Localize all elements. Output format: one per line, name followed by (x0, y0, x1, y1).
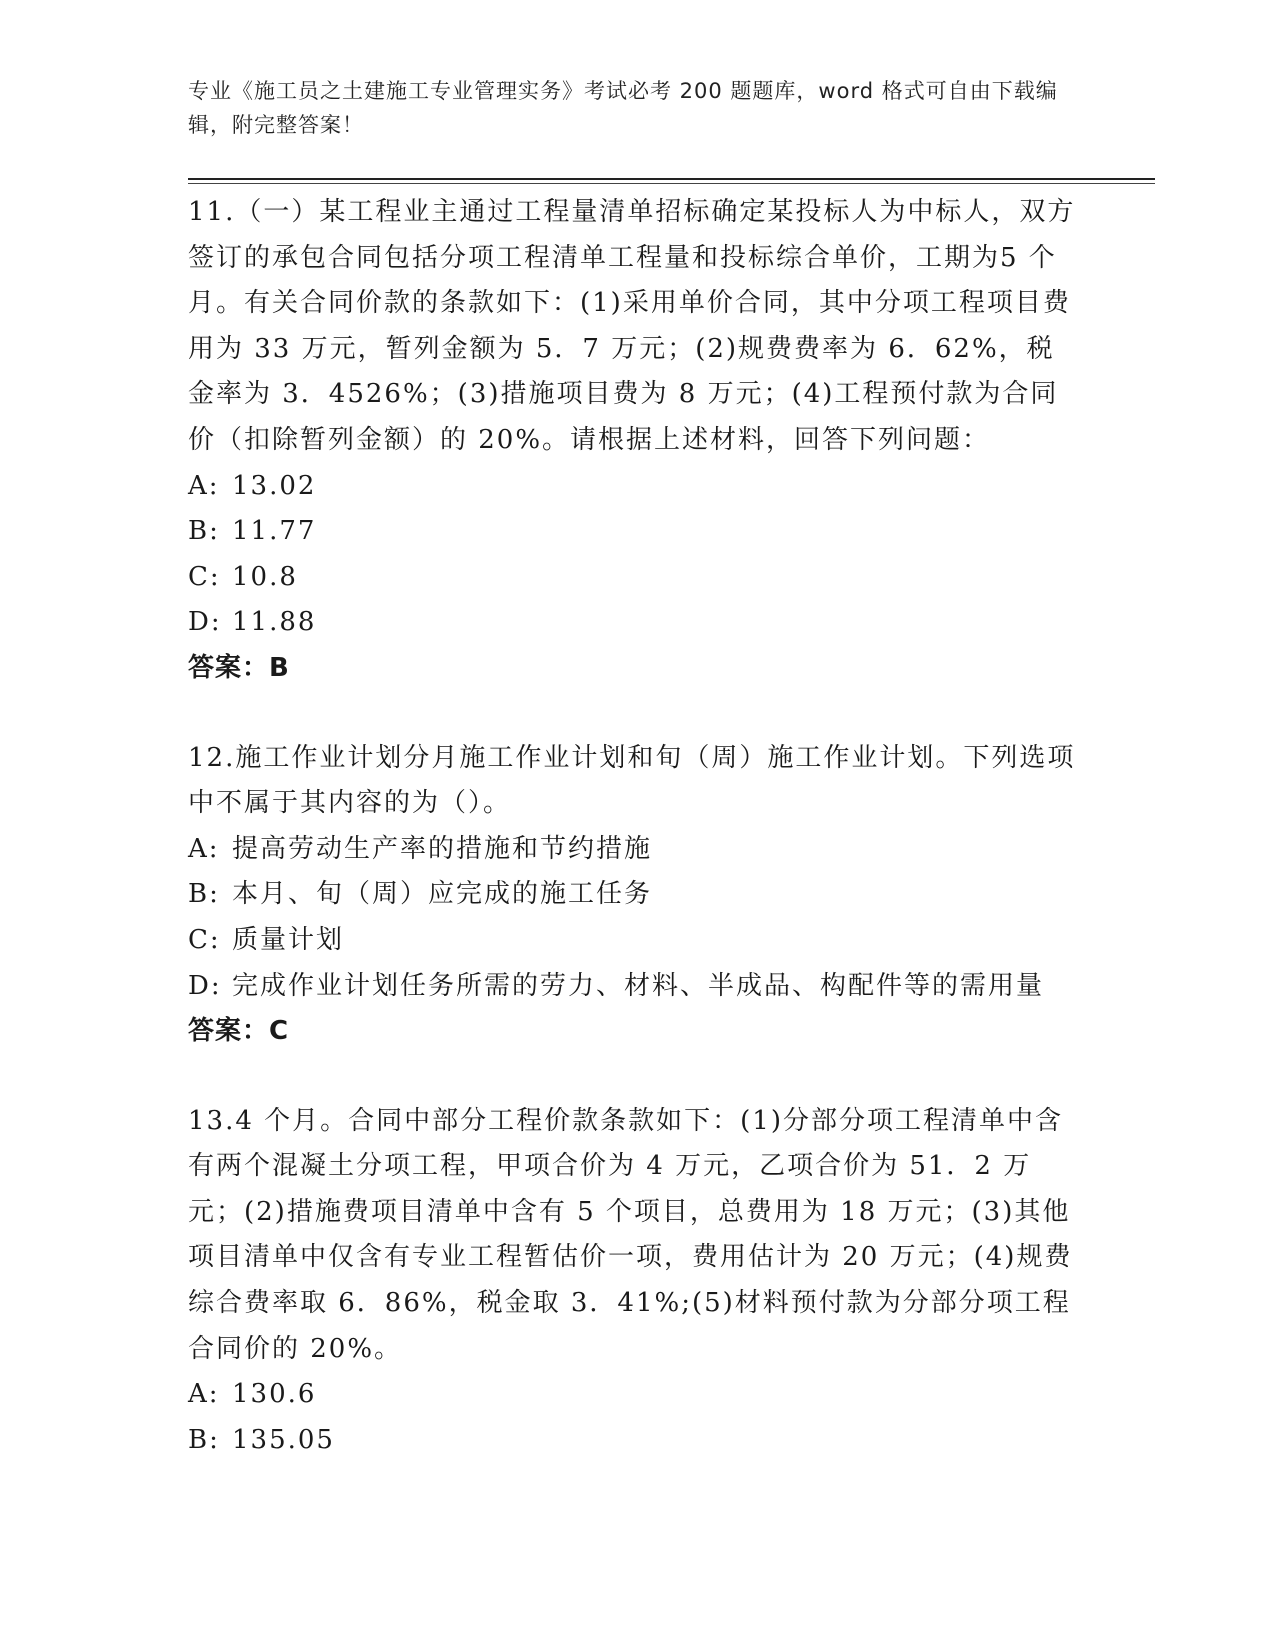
question-11 (188, 190, 1078, 692)
question-text: 12.施工作业计划分月施工作业计划和旬（周）施工作业计划。下列选项中不属于其内容的为（）。 (188, 742, 1076, 819)
option-b (188, 1418, 1078, 1464)
option-key: A: (188, 1379, 220, 1410)
header-divider-thin (188, 183, 1155, 184)
option-key: B: (188, 1424, 220, 1455)
option-d (188, 600, 1078, 646)
option-text: 提高劳动生产率的措施和节约措施 (232, 833, 653, 864)
question-13 (188, 1099, 1078, 1464)
option-text: 本月、旬（周）应完成的施工任务 (232, 879, 653, 910)
option-text: 135.05 (232, 1424, 335, 1455)
option-text: 完成作业计划任务所需的劳力、材料、半成品、构配件等的需用量 (232, 970, 1045, 1001)
document-header: 专业《施工员之土建施工专业管理实务》考试必考 200 题题库，word 格式可自由下载编辑，附完整答案！ (188, 79, 1058, 137)
header-divider-thick (188, 178, 1155, 180)
option-key: C: (188, 561, 221, 592)
option-key: A: (188, 833, 220, 864)
question-12 (188, 736, 1078, 1055)
question-list (188, 190, 1078, 1507)
option-text: 130.6 (232, 1379, 317, 1410)
option-text: 质量计划 (232, 924, 345, 955)
option-b (188, 872, 1078, 918)
option-text: 11.88 (232, 607, 317, 638)
option-d (188, 964, 1078, 1010)
answer-line: 答案：C (188, 1016, 290, 1047)
option-text: 10.8 (232, 561, 298, 592)
option-key: B: (188, 516, 220, 547)
option-c (188, 918, 1078, 964)
option-a (188, 827, 1078, 873)
option-a (188, 464, 1078, 510)
option-key: D: (188, 607, 222, 638)
option-text: 11.77 (232, 516, 317, 547)
option-key: A: (188, 470, 220, 501)
option-b (188, 509, 1078, 555)
answer-line: 答案：B (188, 652, 290, 683)
question-text: 11.（一）某工程业主通过工程量清单招标确定某投标人为中标人，双方签订的承包合同包括分项工程清单工程量和投标综合单价，工期为5 个月。有关合同价款的条款如下：(1)采用单价合同，其中分项工程项目费用为 33 万元，暂列金额为 5．7 万元；(2)规费费率为 6．62%，税金率为 3．4526%；(3)措施项目费为 8 万元；(4)工程预付款为合同价（扣除暂列金额）的 20%。请根据上述材料，回答下列问题： (188, 197, 1076, 455)
question-text: 13.4 个月。合同中部分工程价款条款如下：(1)分部分项工程清单中含有两个混凝土分项工程，甲项合价为 4 万元，乙项合价为 51．2 万元；(2)措施费项目清单中含有 5 个项目，总费用为 18 万元；(3)其他项目清单中仅含有专业工程暂估价一项，费用估计为 20 万元；(4)规费综合费率取 6．86%，税金取 3．41%;(5)材料预付款为分部分项工程合同价的 20%。 (188, 1105, 1073, 1364)
option-c (188, 555, 1078, 601)
option-key: B: (188, 879, 220, 910)
option-text: 13.02 (232, 470, 317, 501)
option-key: C: (188, 924, 221, 955)
option-a (188, 1372, 1078, 1418)
option-key: D: (188, 970, 222, 1001)
